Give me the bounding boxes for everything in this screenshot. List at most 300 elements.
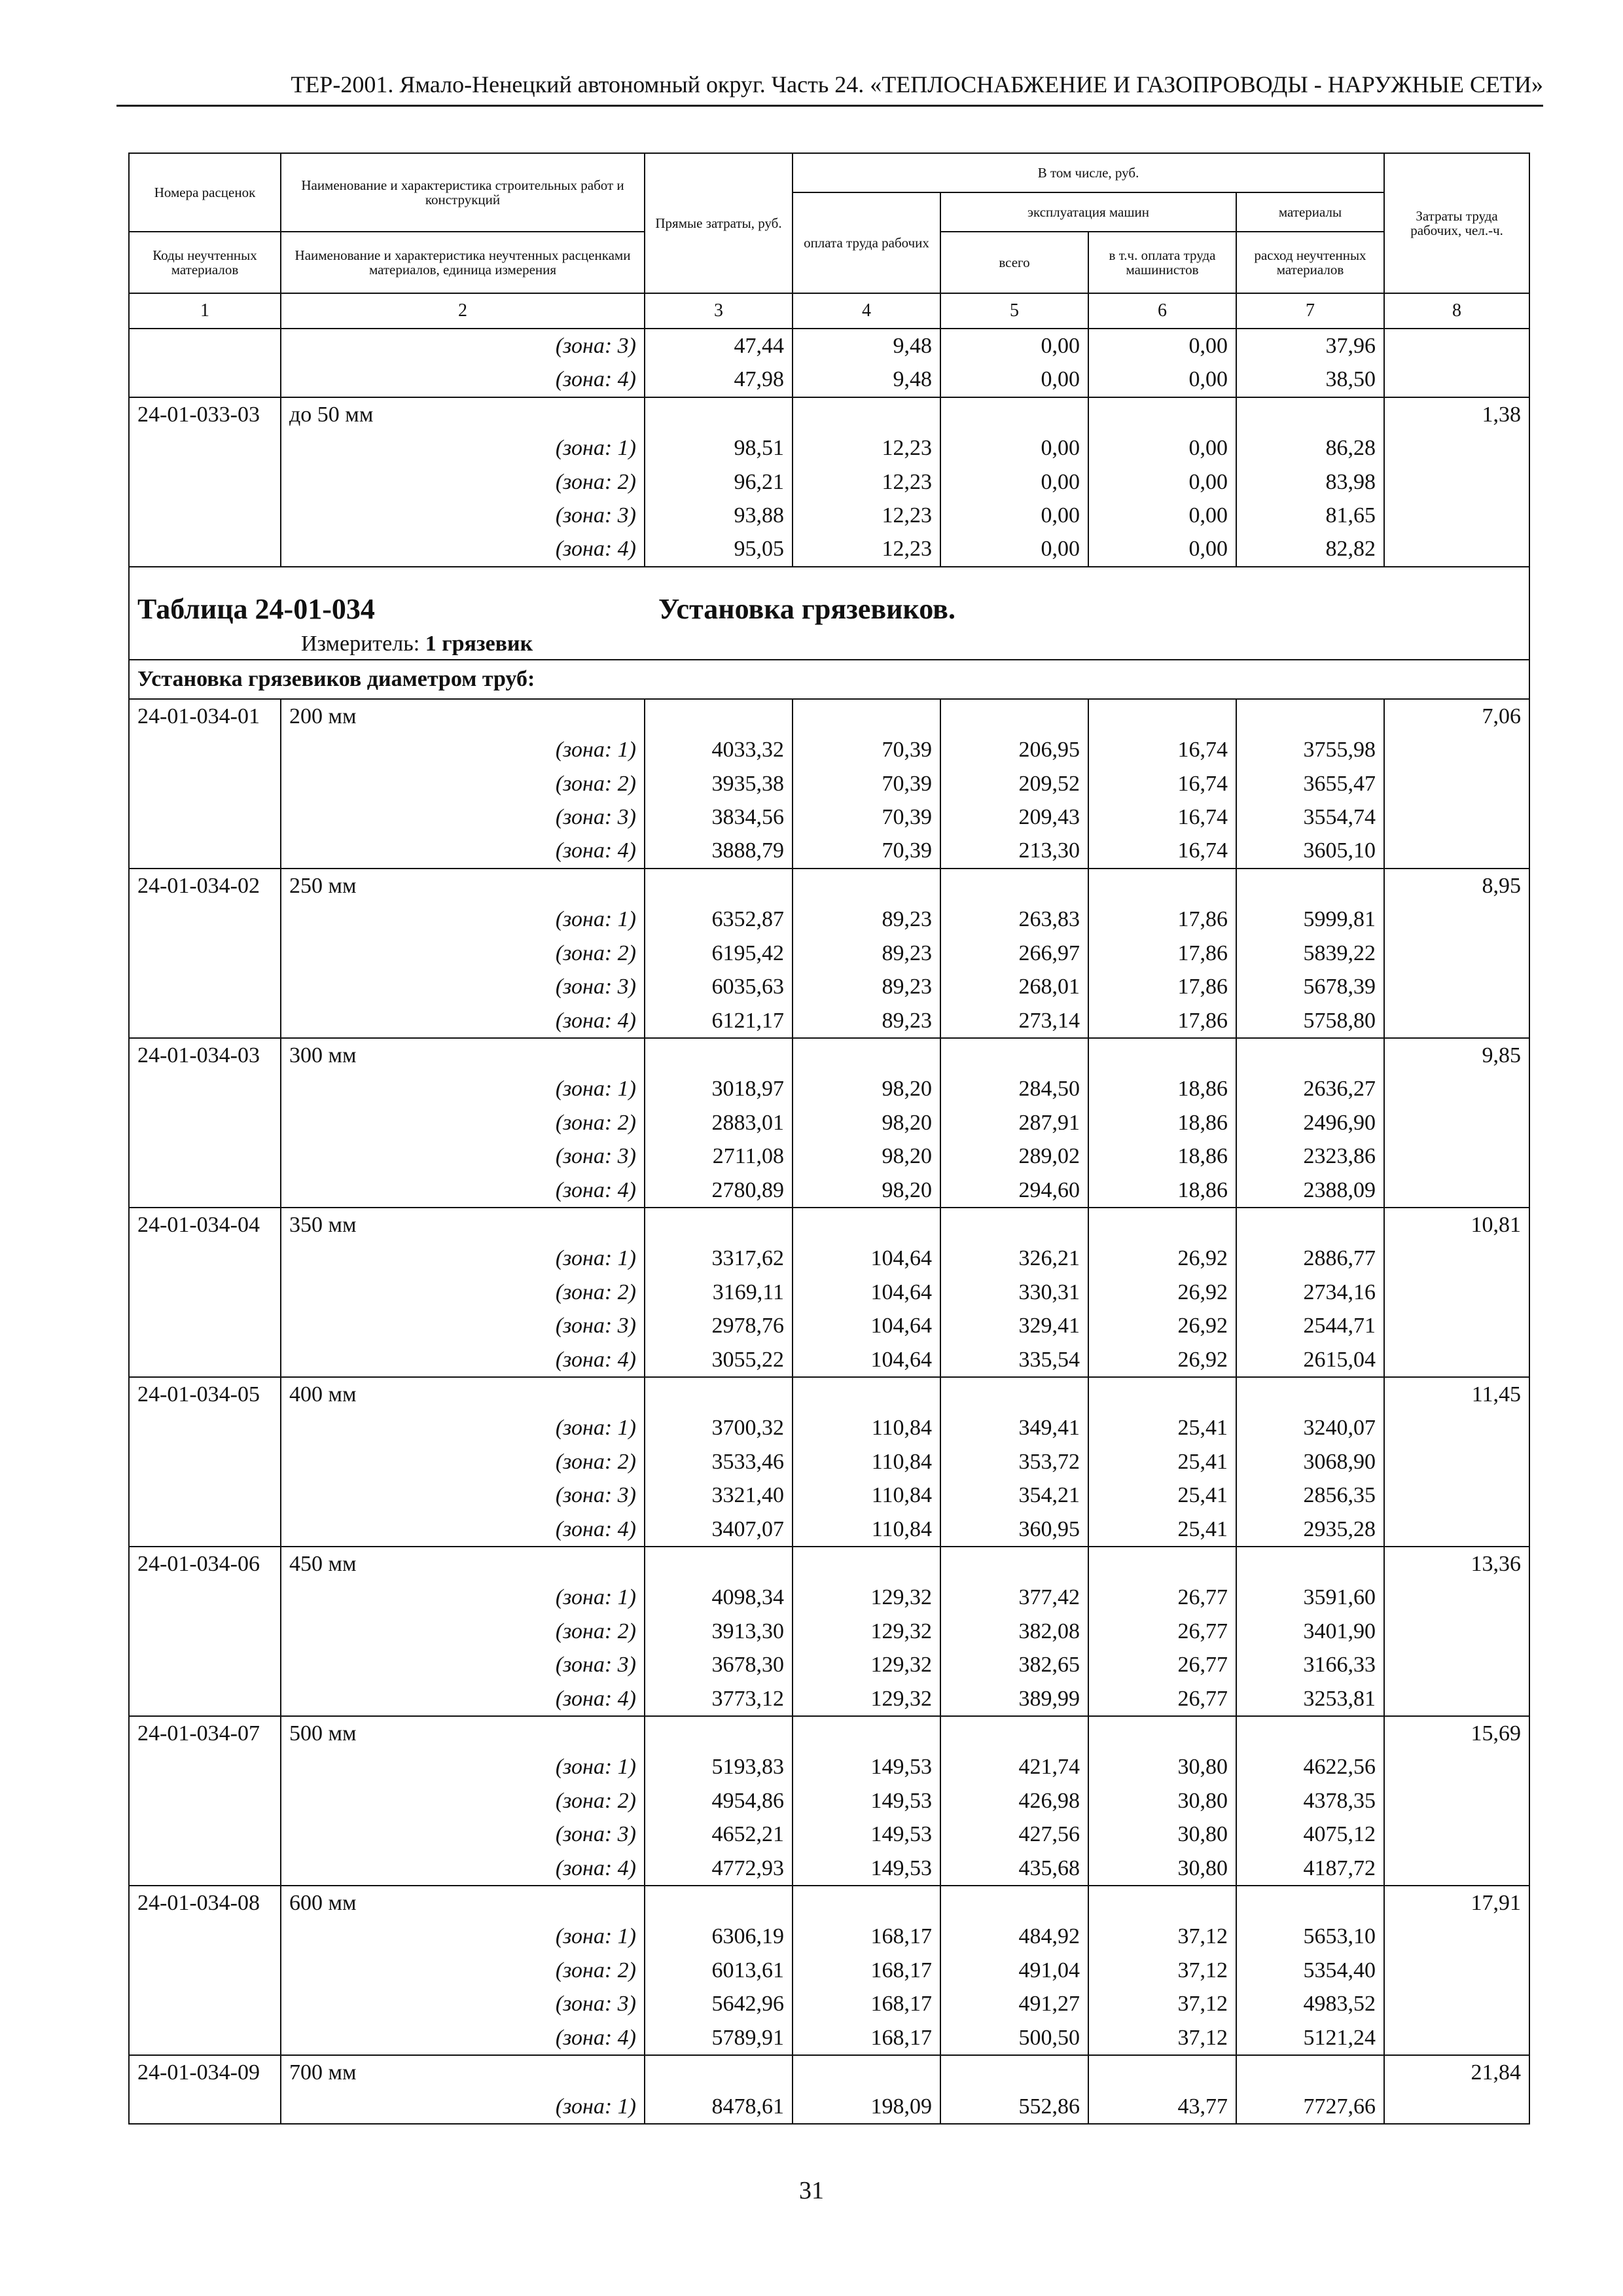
code-cell <box>129 1411 281 1444</box>
materials-cost <box>1236 1716 1384 1750</box>
code-cell <box>129 1004 281 1038</box>
labor-hours <box>1384 1784 1529 1818</box>
labor-cost: 110,84 <box>793 1513 940 1547</box>
labor-hours <box>1384 767 1529 800</box>
header-including: В том числе, руб. <box>793 153 1384 192</box>
materials-cost: 3240,07 <box>1236 1411 1384 1444</box>
code-cell <box>129 363 281 397</box>
labor-hours <box>1384 1852 1529 1886</box>
meter-value: 1 грязевик <box>425 631 533 656</box>
labor-cost <box>793 1547 940 1581</box>
machinists-cost: 37,12 <box>1088 1920 1236 1953</box>
zone-label: (зона: 4) <box>281 1852 645 1886</box>
zone-label: (зона: 1) <box>281 1581 645 1614</box>
header-machines-labor: в т.ч. оплата труда машинистов <box>1088 232 1236 293</box>
labor-hours: 15,69 <box>1384 1716 1529 1750</box>
item-row <box>129 869 1529 903</box>
materials-cost <box>1236 1547 1384 1581</box>
header-col1-top: Номера расценок <box>129 153 281 232</box>
zone-row <box>129 499 1529 532</box>
zone-label: (зона: 4) <box>281 1513 645 1547</box>
machinists-cost: 16,74 <box>1088 767 1236 800</box>
zone-row <box>129 937 1529 970</box>
direct-cost: 3533,46 <box>645 1445 793 1479</box>
rate-code: 24-01-034-02 <box>129 869 281 903</box>
materials-cost: 81,65 <box>1236 499 1384 532</box>
zone-row <box>129 1513 1529 1547</box>
zone-row <box>129 1818 1529 1851</box>
materials-cost <box>1236 869 1384 903</box>
code-cell <box>129 1615 281 1648</box>
zone-row <box>129 1174 1529 1208</box>
code-cell <box>129 532 281 566</box>
machines-cost: 491,27 <box>940 1987 1088 2020</box>
rate-code: 24-01-034-05 <box>129 1377 281 1411</box>
machinists-cost: 0,00 <box>1088 499 1236 532</box>
zone-label: (зона: 4) <box>281 2021 645 2055</box>
labor-cost: 104,64 <box>793 1309 940 1342</box>
machines-cost: 0,00 <box>940 431 1088 465</box>
code-cell <box>129 1242 281 1275</box>
labor-hours <box>1384 1072 1529 1105</box>
labor-cost: 110,84 <box>793 1479 940 1512</box>
direct-cost: 3317,62 <box>645 1242 793 1275</box>
labor-hours <box>1384 465 1529 499</box>
labor-hours <box>1384 1411 1529 1444</box>
materials-cost: 2886,77 <box>1236 1242 1384 1275</box>
materials-cost: 2856,35 <box>1236 1479 1384 1512</box>
code-cell <box>129 1276 281 1309</box>
machinists-cost <box>1088 1208 1236 1242</box>
labor-hours <box>1384 2021 1529 2055</box>
table-number: Таблица 24-01-034 <box>137 592 375 625</box>
machines-cost <box>940 1886 1088 1920</box>
materials-cost: 5839,22 <box>1236 937 1384 970</box>
item-row <box>129 1038 1529 1072</box>
labor-cost: 149,53 <box>793 1818 940 1851</box>
labor-cost: 98,20 <box>793 1072 940 1105</box>
item-row <box>129 1208 1529 1242</box>
machinists-cost <box>1088 397 1236 431</box>
direct-cost: 4652,21 <box>645 1818 793 1851</box>
machinists-cost <box>1088 2055 1236 2089</box>
zone-row <box>129 431 1529 465</box>
machines-cost: 289,02 <box>940 1139 1088 1173</box>
zone-label: (зона: 2) <box>281 465 645 499</box>
item-name: 700 мм <box>281 2055 645 2089</box>
labor-hours <box>1384 1818 1529 1851</box>
header-col8: Затраты труда рабочих, чел.-ч. <box>1384 153 1529 293</box>
zone-label: (зона: 1) <box>281 1242 645 1275</box>
labor-cost: 70,39 <box>793 834 940 868</box>
code-cell <box>129 1750 281 1784</box>
code-cell <box>129 1072 281 1105</box>
machinists-cost: 25,41 <box>1088 1411 1236 1444</box>
materials-cost: 3655,47 <box>1236 767 1384 800</box>
machinists-cost: 17,86 <box>1088 903 1236 936</box>
labor-cost <box>793 1886 940 1920</box>
machines-cost <box>940 869 1088 903</box>
code-cell <box>129 903 281 936</box>
zone-row <box>129 1445 1529 1479</box>
materials-cost: 86,28 <box>1236 431 1384 465</box>
code-cell <box>129 2021 281 2055</box>
machines-cost <box>940 699 1088 733</box>
labor-cost: 12,23 <box>793 431 940 465</box>
table-034-title-block <box>129 567 1529 699</box>
item-row <box>129 397 1529 431</box>
zone-label: (зона: 3) <box>281 1818 645 1851</box>
machines-cost: 421,74 <box>940 1750 1088 1784</box>
machines-cost <box>940 1208 1088 1242</box>
direct-cost: 3169,11 <box>645 1276 793 1309</box>
header-materials: материалы <box>1236 192 1384 232</box>
zone-label: (зона: 1) <box>281 2090 645 2124</box>
machinists-cost <box>1088 699 1236 733</box>
materials-cost: 5678,39 <box>1236 970 1384 1003</box>
machinists-cost: 26,77 <box>1088 1615 1236 1648</box>
column-number: 5 <box>940 293 1088 329</box>
machinists-cost: 0,00 <box>1088 363 1236 397</box>
labor-cost <box>793 869 940 903</box>
labor-cost: 198,09 <box>793 2090 940 2124</box>
header-col2-bottom: Наименование и характеристика неучтенных расценками материалов, единица измерения <box>281 232 645 293</box>
rate-code: 24-01-034-01 <box>129 699 281 733</box>
zone-label: (зона: 1) <box>281 1072 645 1105</box>
materials-cost: 3253,81 <box>1236 1682 1384 1716</box>
materials-cost: 2388,09 <box>1236 1174 1384 1208</box>
machinists-cost <box>1088 1547 1236 1581</box>
labor-hours <box>1384 1954 1529 1987</box>
labor-hours <box>1384 1309 1529 1342</box>
direct-cost: 3055,22 <box>645 1343 793 1377</box>
machinists-cost: 26,77 <box>1088 1648 1236 1681</box>
labor-hours <box>1384 1987 1529 2020</box>
machines-cost: 284,50 <box>940 1072 1088 1105</box>
direct-cost <box>645 1716 793 1750</box>
zone-label: (зона: 1) <box>281 733 645 766</box>
code-cell <box>129 1682 281 1716</box>
labor-cost: 98,20 <box>793 1106 940 1139</box>
code-cell <box>129 431 281 465</box>
machines-cost: 389,99 <box>940 1682 1088 1716</box>
zone-row <box>129 1615 1529 1648</box>
direct-cost: 47,98 <box>645 363 793 397</box>
column-number: 6 <box>1088 293 1236 329</box>
rate-code: 24-01-034-03 <box>129 1038 281 1072</box>
labor-cost: 129,32 <box>793 1682 940 1716</box>
meter-label: Измеритель: <box>301 631 420 656</box>
machinists-cost: 18,86 <box>1088 1072 1236 1105</box>
materials-cost: 4622,56 <box>1236 1750 1384 1784</box>
page-number: 31 <box>799 2177 824 2204</box>
direct-cost: 5193,83 <box>645 1750 793 1784</box>
direct-cost <box>645 1886 793 1920</box>
zone-row <box>129 800 1529 834</box>
zone-row <box>129 1072 1529 1105</box>
code-cell <box>129 1513 281 1547</box>
direct-cost: 4033,32 <box>645 733 793 766</box>
zone-label: (зона: 3) <box>281 1309 645 1342</box>
machines-cost: 213,30 <box>940 834 1088 868</box>
direct-cost: 3935,38 <box>645 767 793 800</box>
materials-cost: 3605,10 <box>1236 834 1384 868</box>
materials-cost <box>1236 1886 1384 1920</box>
code-cell <box>129 800 281 834</box>
labor-cost: 70,39 <box>793 733 940 766</box>
direct-cost <box>645 869 793 903</box>
zone-row <box>129 1784 1529 1818</box>
labor-hours <box>1384 1615 1529 1648</box>
machines-cost: 209,43 <box>940 800 1088 834</box>
zone-label: (зона: 2) <box>281 1276 645 1309</box>
machines-cost: 0,00 <box>940 532 1088 566</box>
materials-cost: 4378,35 <box>1236 1784 1384 1818</box>
labor-cost: 104,64 <box>793 1343 940 1377</box>
labor-cost: 70,39 <box>793 767 940 800</box>
zone-label: (зона: 2) <box>281 767 645 800</box>
labor-cost: 70,39 <box>793 800 940 834</box>
materials-cost: 2544,71 <box>1236 1309 1384 1342</box>
code-cell <box>129 1479 281 1512</box>
materials-cost: 5354,40 <box>1236 1954 1384 1987</box>
labor-cost: 12,23 <box>793 465 940 499</box>
item-row <box>129 2055 1529 2089</box>
zone-label: (зона: 4) <box>281 834 645 868</box>
materials-cost: 3554,74 <box>1236 800 1384 834</box>
zone-row <box>129 532 1529 566</box>
direct-cost: 3407,07 <box>645 1513 793 1547</box>
materials-cost: 37,96 <box>1236 329 1384 363</box>
labor-hours <box>1384 800 1529 834</box>
materials-cost: 83,98 <box>1236 465 1384 499</box>
direct-cost <box>645 1547 793 1581</box>
column-number: 2 <box>281 293 645 329</box>
machines-cost: 330,31 <box>940 1276 1088 1309</box>
item-row <box>129 1716 1529 1750</box>
machinists-cost <box>1088 1886 1236 1920</box>
labor-cost: 98,20 <box>793 1139 940 1173</box>
zone-label: (зона: 2) <box>281 1784 645 1818</box>
labor-cost: 149,53 <box>793 1750 940 1784</box>
labor-cost: 149,53 <box>793 1852 940 1886</box>
materials-cost <box>1236 2055 1384 2089</box>
materials-cost: 2323,86 <box>1236 1139 1384 1173</box>
item-name: 300 мм <box>281 1038 645 1072</box>
materials-cost: 38,50 <box>1236 363 1384 397</box>
machines-cost: 209,52 <box>940 767 1088 800</box>
zone-label: (зона: 4) <box>281 363 645 397</box>
zone-label: (зона: 4) <box>281 1174 645 1208</box>
zone-row <box>129 1954 1529 1987</box>
zone-label: (зона: 1) <box>281 1920 645 1953</box>
machines-cost: 0,00 <box>940 465 1088 499</box>
materials-cost <box>1236 699 1384 733</box>
direct-cost <box>645 1377 793 1411</box>
labor-cost: 129,32 <box>793 1581 940 1614</box>
code-cell <box>129 733 281 766</box>
machines-cost: 552,86 <box>940 2090 1088 2124</box>
machines-cost: 377,42 <box>940 1581 1088 1614</box>
labor-cost: 9,48 <box>793 329 940 363</box>
zone-label: (зона: 3) <box>281 1648 645 1681</box>
labor-hours <box>1384 1276 1529 1309</box>
materials-cost: 5121,24 <box>1236 2021 1384 2055</box>
materials-cost: 5999,81 <box>1236 903 1384 936</box>
machines-cost: 491,04 <box>940 1954 1088 1987</box>
zone-row <box>129 1106 1529 1139</box>
item-row <box>129 1547 1529 1581</box>
zone-row <box>129 970 1529 1003</box>
zone-label: (зона: 1) <box>281 1750 645 1784</box>
materials-cost: 82,82 <box>1236 532 1384 566</box>
labor-cost: 168,17 <box>793 1954 940 1987</box>
rate-code: 24-01-034-06 <box>129 1547 281 1581</box>
zone-row <box>129 834 1529 868</box>
labor-cost <box>793 2055 940 2089</box>
labor-hours <box>1384 431 1529 465</box>
zone-row <box>129 2090 1529 2124</box>
direct-cost: 3834,56 <box>645 800 793 834</box>
code-cell <box>129 1174 281 1208</box>
labor-hours <box>1384 1682 1529 1716</box>
direct-cost: 3678,30 <box>645 1648 793 1681</box>
labor-hours <box>1384 1513 1529 1547</box>
zone-row <box>129 1242 1529 1275</box>
machines-cost: 294,60 <box>940 1174 1088 1208</box>
direct-cost: 96,21 <box>645 465 793 499</box>
labor-hours <box>1384 733 1529 766</box>
machinists-cost: 26,92 <box>1088 1276 1236 1309</box>
machinists-cost: 37,12 <box>1088 2021 1236 2055</box>
zone-row <box>129 329 1529 363</box>
machines-cost: 329,41 <box>940 1309 1088 1342</box>
direct-cost: 3773,12 <box>645 1682 793 1716</box>
zone-row <box>129 1648 1529 1681</box>
code-cell <box>129 1648 281 1681</box>
machinists-cost: 37,12 <box>1088 1987 1236 2020</box>
code-cell <box>129 2090 281 2124</box>
header-col2-top: Наименование и характеристика строительных работ и конструкций <box>281 153 645 232</box>
materials-cost: 2496,90 <box>1236 1106 1384 1139</box>
zone-row <box>129 1750 1529 1784</box>
direct-cost <box>645 1038 793 1072</box>
zone-label: (зона: 1) <box>281 1411 645 1444</box>
item-row <box>129 699 1529 733</box>
labor-cost: 9,48 <box>793 363 940 397</box>
zone-label: (зона: 4) <box>281 1343 645 1377</box>
zone-row <box>129 903 1529 936</box>
labor-hours: 9,85 <box>1384 1038 1529 1072</box>
labor-hours: 1,38 <box>1384 397 1529 431</box>
machinists-cost: 16,74 <box>1088 733 1236 766</box>
zone-row <box>129 733 1529 766</box>
price-table-container <box>128 152 1529 2125</box>
code-cell <box>129 1852 281 1886</box>
machines-cost: 382,65 <box>940 1648 1088 1681</box>
machinists-cost: 26,92 <box>1088 1242 1236 1275</box>
labor-hours: 7,06 <box>1384 699 1529 733</box>
labor-hours <box>1384 1242 1529 1275</box>
zone-label: (зона: 2) <box>281 1445 645 1479</box>
machinists-cost: 0,00 <box>1088 431 1236 465</box>
machines-cost: 0,00 <box>940 363 1088 397</box>
zone-label: (зона: 4) <box>281 1004 645 1038</box>
header-labor: оплата труда рабочих <box>793 192 940 293</box>
zone-label: (зона: 4) <box>281 1682 645 1716</box>
rate-code: 24-01-034-07 <box>129 1716 281 1750</box>
item-name: 250 мм <box>281 869 645 903</box>
labor-hours <box>1384 532 1529 566</box>
machines-cost: 427,56 <box>940 1818 1088 1851</box>
zone-label: (зона: 3) <box>281 1139 645 1173</box>
header-machines-total: всего <box>940 232 1088 293</box>
materials-cost: 4075,12 <box>1236 1818 1384 1851</box>
machines-cost: 206,95 <box>940 733 1088 766</box>
item-name: 200 мм <box>281 699 645 733</box>
column-number: 4 <box>793 293 940 329</box>
zone-row <box>129 1479 1529 1512</box>
machines-cost: 349,41 <box>940 1411 1088 1444</box>
code-cell <box>129 1139 281 1173</box>
materials-cost: 2615,04 <box>1236 1343 1384 1377</box>
item-row <box>129 1377 1529 1411</box>
labor-hours <box>1384 329 1529 363</box>
zone-row <box>129 363 1529 397</box>
labor-hours <box>1384 1920 1529 1953</box>
labor-hours <box>1384 937 1529 970</box>
code-cell <box>129 1343 281 1377</box>
code-cell <box>129 1987 281 2020</box>
zone-row <box>129 1343 1529 1377</box>
labor-cost: 129,32 <box>793 1648 940 1681</box>
labor-hours <box>1384 1750 1529 1784</box>
labor-cost: 168,17 <box>793 1987 940 2020</box>
labor-cost: 110,84 <box>793 1445 940 1479</box>
machines-cost: 0,00 <box>940 499 1088 532</box>
machinists-cost: 25,41 <box>1088 1445 1236 1479</box>
labor-cost: 89,23 <box>793 970 940 1003</box>
machinists-cost: 17,86 <box>1088 937 1236 970</box>
machines-cost <box>940 397 1088 431</box>
code-cell <box>129 465 281 499</box>
labor-hours <box>1384 1581 1529 1614</box>
rate-code: 24-01-034-04 <box>129 1208 281 1242</box>
labor-hours <box>1384 1445 1529 1479</box>
materials-cost: 7727,66 <box>1236 2090 1384 2124</box>
labor-cost: 110,84 <box>793 1411 940 1444</box>
machinists-cost <box>1088 869 1236 903</box>
direct-cost: 2883,01 <box>645 1106 793 1139</box>
machinists-cost: 26,92 <box>1088 1309 1236 1342</box>
direct-cost: 5642,96 <box>645 1987 793 2020</box>
labor-hours <box>1384 970 1529 1003</box>
direct-cost: 3321,40 <box>645 1479 793 1512</box>
labor-cost: 129,32 <box>793 1615 940 1648</box>
code-cell <box>129 1106 281 1139</box>
machinists-cost: 37,12 <box>1088 1954 1236 1987</box>
zone-label: (зона: 2) <box>281 1954 645 1987</box>
machines-cost <box>940 1716 1088 1750</box>
labor-hours <box>1384 499 1529 532</box>
column-number: 8 <box>1384 293 1529 329</box>
code-cell <box>129 1954 281 1987</box>
machinists-cost: 18,86 <box>1088 1174 1236 1208</box>
labor-hours <box>1384 1343 1529 1377</box>
materials-cost: 3591,60 <box>1236 1581 1384 1614</box>
zone-row <box>129 2021 1529 2055</box>
zone-row <box>129 1682 1529 1716</box>
